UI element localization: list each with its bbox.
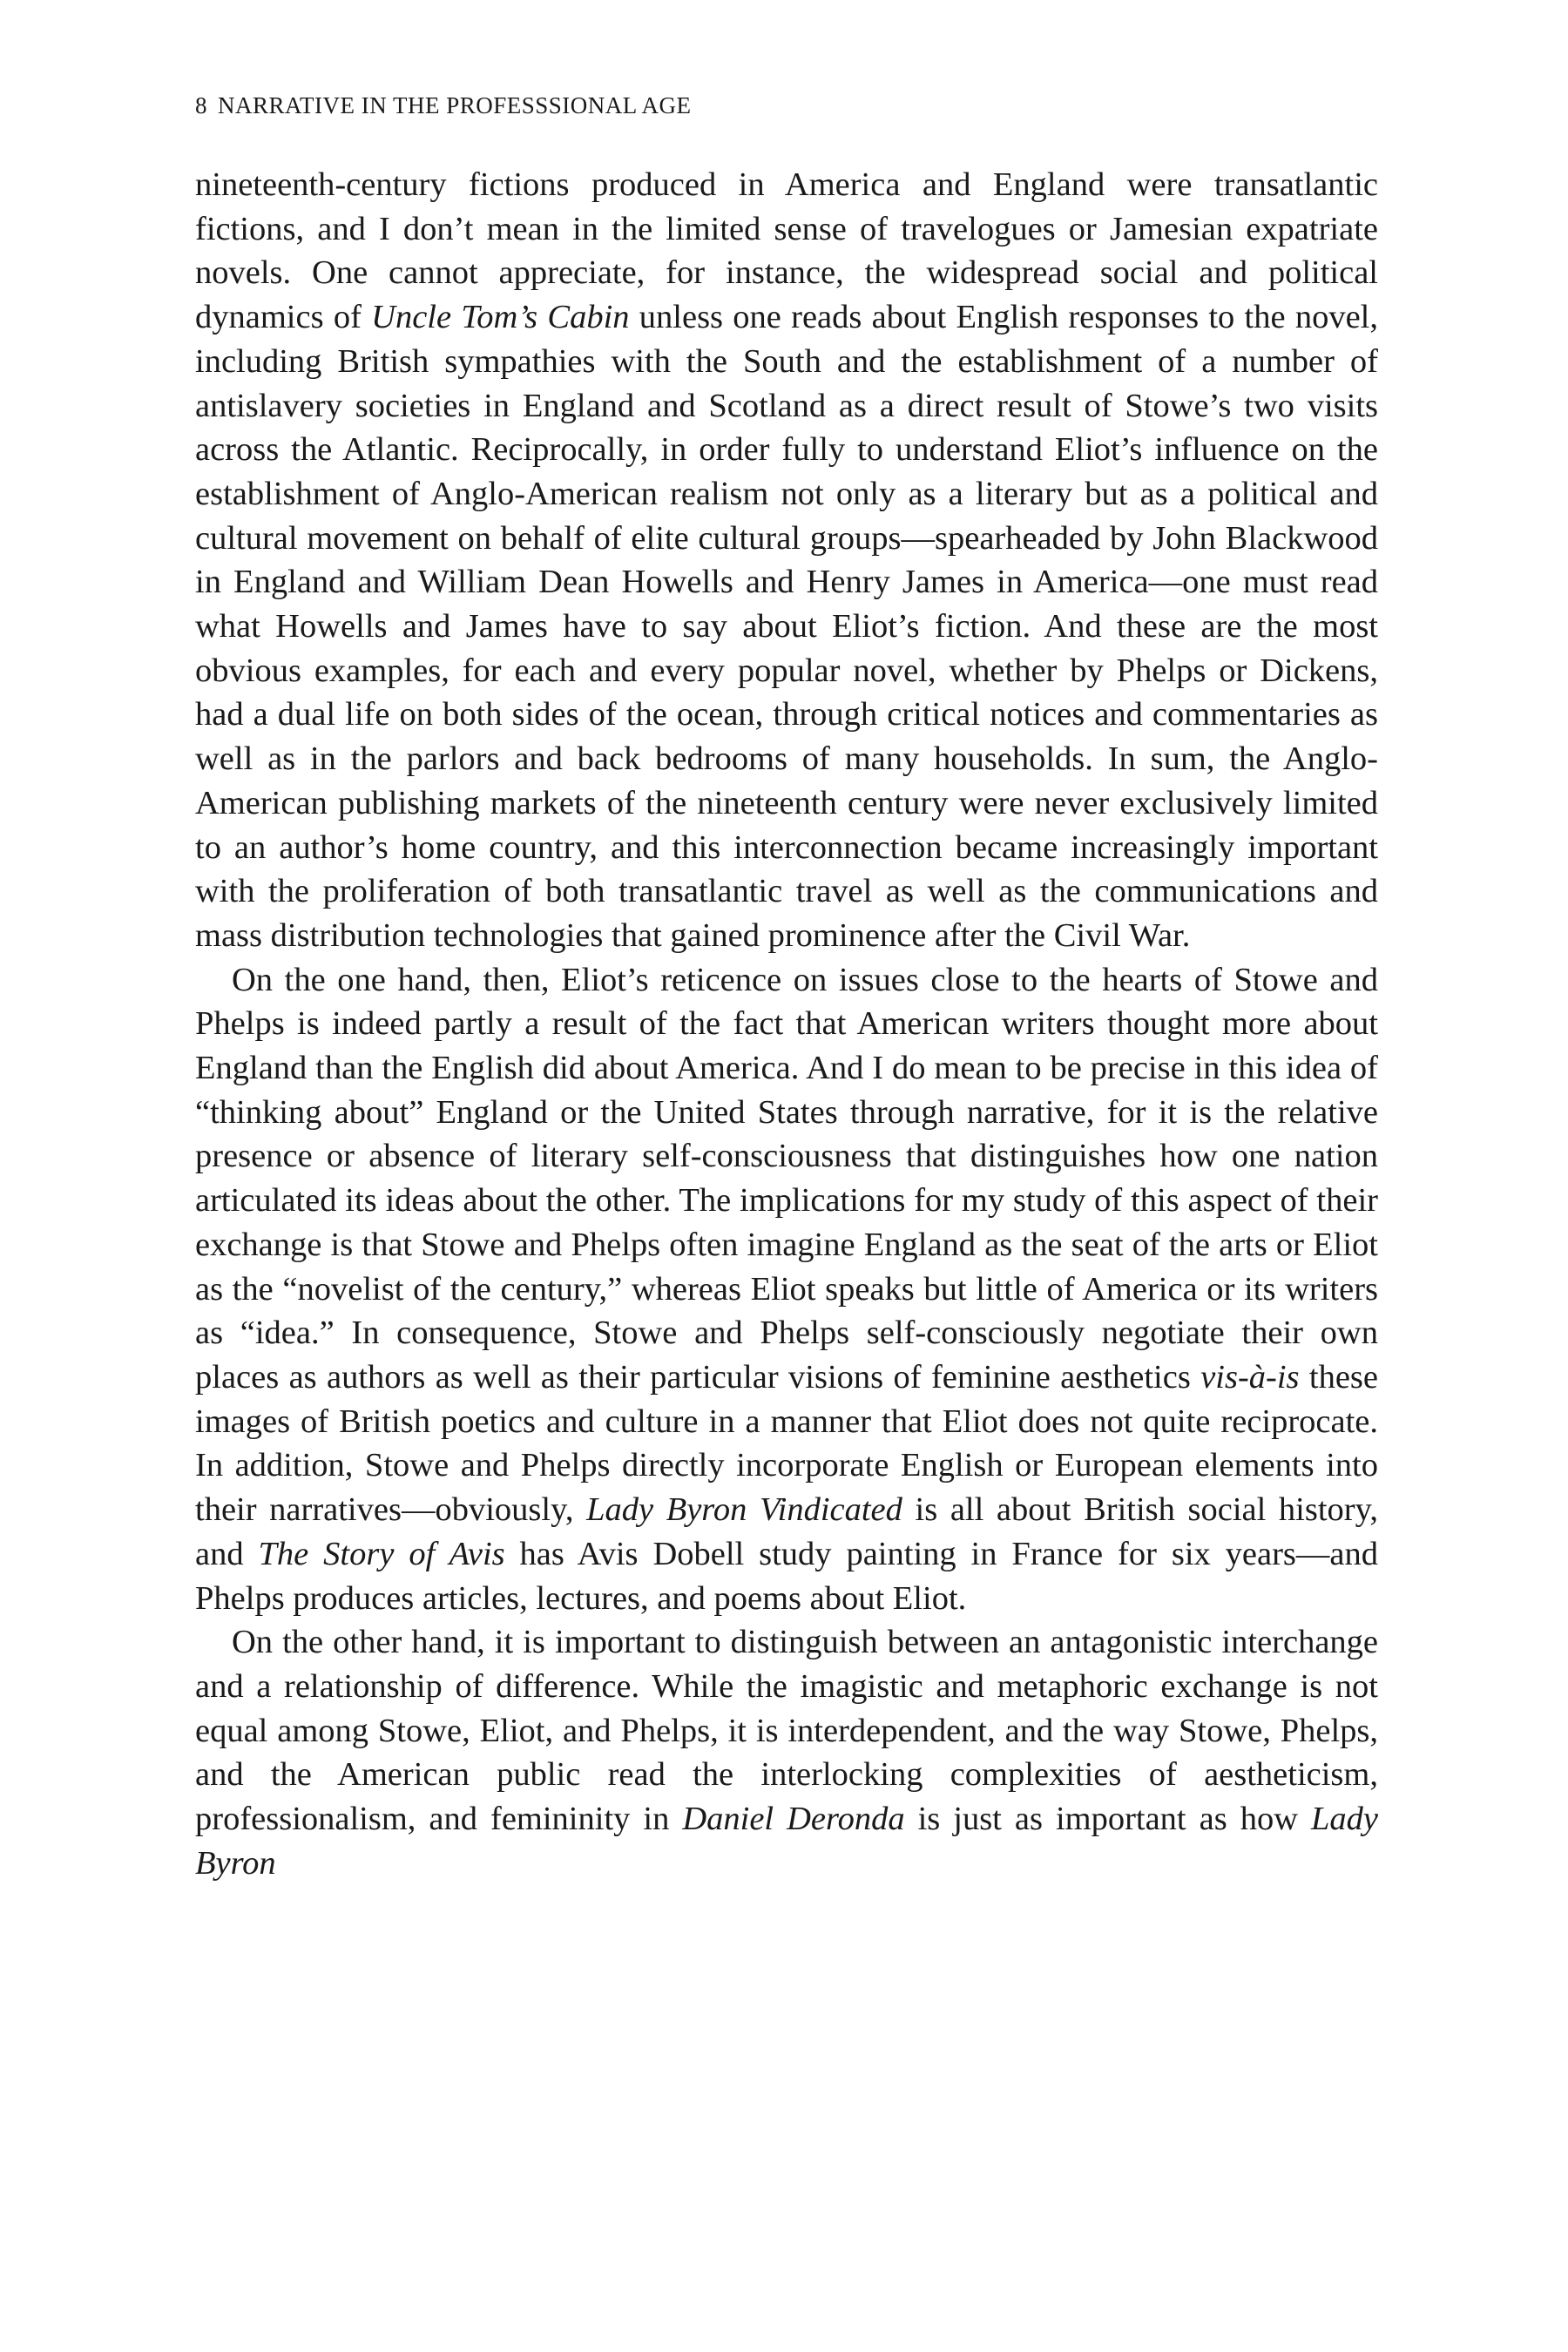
paragraph-1-text-cont: unless one reads about English responses to the novel, including British sympathies with the South and the establishment of a number of antislavery societies in England and Scotland as a direct result of Stowe’s two visits across the Atlantic. Reciprocally, in order fully to understand Eliot’s influence on the establishment of Anglo-American realism not only as a literary but as a political and cultural movement on behalf of elite cultural groups—spearheaded by John Blackwood in England and William Dean Howells and Henry James in America—one must read what Howells and James have to say about Eliot’s fiction. And these are the most obvious examples, for each and every popular novel, whether by Phelps or Dickens, had a dual life on both sides of the ocean, through critical notices and commentaries as well as in the parlors and back bedrooms of many households. In sum, the Anglo-American publishing markets of the nineteenth century were never exclusively limited to an author’s home country, and this interconnection became increasingly important with the proliferation of both transatlantic travel as well as the communications and mass distribution technologies that gained prominence after the Civil War. [195, 299, 1378, 954]
paragraph-2-text-cont-1: these images of British poetics and culture in a manner that Eliot does not quite reciprocate. In addition, Stowe and Phelps directly incorporate English or European elements into their narratives—obviously, [195, 1358, 1379, 1529]
paragraph-1 [195, 163, 1378, 958]
book-title-the-story-of-avis: The Story of Avis [258, 1535, 505, 1572]
book-page [195, 94, 1378, 1885]
paragraph-3-text: On the other hand, it is important to distinguish between an antagonistic interchange and a relationship of difference. While the imagistic and metaphoric exchange is not equal among Stowe, Eliot, and Phelps, it is interdependent, and the way Stowe, Phelps, and the American public read the interlocking complexities of aestheticism, professionalism, and femininity in [195, 1624, 1378, 1838]
running-head [195, 94, 1378, 118]
paragraph-2-text-cont-2: is all about British social history, and [195, 1491, 1378, 1572]
paragraph-2-text: On the one hand, then, Eliot’s reticence on issues close to the hearts of Stowe and Phelps is indeed partly a result of the fact that American writers thought more about England than the English did about America. And I do mean to be precise in this idea of “thinking about” England or the United States through narrative, for it is the relative presence or absence of literary self-consciousness that distinguishes how one nation articulated its ideas about the other. The implications for my study of this aspect of their exchange is that Stowe and Phelps often imagine England as the seat of the arts or Eliot as the “novelist of the century,” whereas Eliot speaks but little of America or its writers as “idea.” In consequence, Stowe and Phelps self-consciously negotiate their own places as authors as well as their particular visions of feminine aesthetics [195, 961, 1378, 1396]
italic-vis-a-is: vis-à-is [1200, 1358, 1300, 1396]
paragraph-3-text-cont: is just as important as how [904, 1801, 1311, 1838]
book-title-daniel-deronda: Daniel Deronda [682, 1801, 905, 1838]
paragraph-1-text: nineteenth-century fictions produced in America and England were transatlantic fictions, and I don’t mean in the limited sense of travelogues or Jamesian expatriate novels. One cannot appreciate, for instance, the widespread social and political dynamics of [195, 166, 1378, 336]
book-title-lady-byron: Lady Byron [195, 1801, 1378, 1882]
book-title-lady-byron-vindicated: Lady Byron Vindicated [586, 1491, 902, 1529]
page-number: 8 [195, 92, 207, 118]
running-title: NARRATIVE IN THE PROFESSSIONAL AGE [218, 92, 692, 118]
paragraph-3 [195, 1620, 1378, 1885]
paragraph-2 [195, 958, 1378, 1621]
book-title-uncle-toms-cabin: Uncle Tom’s Cabin [371, 299, 630, 336]
paragraph-2-text-cont-3: has Avis Dobell study painting in France for six years—and Phelps produces articles, lectures, and poems about Eliot. [195, 1535, 1379, 1617]
body-text [195, 163, 1378, 1885]
